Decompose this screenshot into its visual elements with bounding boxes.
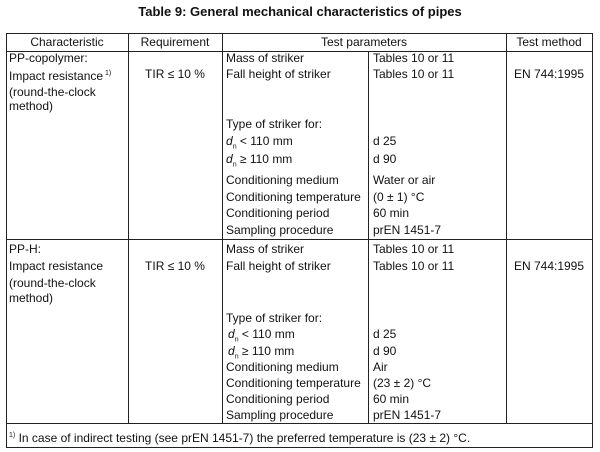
parameter-value: d 25 bbox=[373, 327, 397, 341]
footnote: $^{1)}$ In case of indirect testing (see prEN 1451-7) the preferred temperature is (23 ± 2) °C. bbox=[9, 431, 471, 445]
parameter-value: Water or air bbox=[373, 173, 436, 187]
parameter-value: (23 ± 2) °C bbox=[373, 376, 432, 390]
characteristic-line: PP-H: bbox=[9, 242, 42, 256]
header-test-parameters: Test parameters bbox=[320, 35, 408, 49]
parameter-name: Conditioning temperature bbox=[226, 376, 361, 390]
requirement-value: TIR ≤ 10 % bbox=[145, 67, 205, 81]
parameter-name: Fall height of striker bbox=[226, 259, 331, 273]
column-border bbox=[6, 33, 7, 447]
parameter-name: $d_n < 110$ mm bbox=[226, 134, 293, 151]
parameter-value: Tables 10 or 11 bbox=[373, 51, 455, 65]
header-requirement: Requirement bbox=[140, 35, 210, 49]
parameter-value: Tables 10 or 11 bbox=[373, 259, 455, 273]
test-method: EN 744:1995 bbox=[513, 259, 585, 273]
parameter-value: 60 min bbox=[373, 392, 410, 406]
parameter-name: Fall height of striker bbox=[226, 67, 331, 81]
parameter-name: Conditioning temperature bbox=[226, 190, 361, 204]
header-characteristic: Characteristic bbox=[30, 35, 104, 49]
parameter-value: Air bbox=[373, 360, 388, 374]
parameter-name: Conditioning medium bbox=[226, 360, 339, 374]
parameter-name: Type of striker for: bbox=[226, 117, 323, 131]
characteristic-line: method) bbox=[9, 291, 54, 305]
characteristic-line: Impact resistance bbox=[9, 259, 104, 273]
parameter-name: $d_n \ge 110$ mm bbox=[226, 152, 293, 169]
parameter-value: Tables 10 or 11 bbox=[373, 67, 455, 81]
column-border bbox=[368, 51, 369, 423]
characteristic-line: (round-the-clock bbox=[9, 276, 96, 290]
parameter-value: d 25 bbox=[373, 134, 397, 148]
characteristic-line: (round-the-clock bbox=[9, 85, 96, 99]
parameter-value: prEN 1451-7 bbox=[373, 223, 442, 237]
parameter-value: Tables 10 or 11 bbox=[373, 242, 455, 256]
parameter-value: d 90 bbox=[373, 152, 397, 166]
parameter-name: $d_n < 110$ mm bbox=[228, 327, 295, 344]
footnote-ref: 1) bbox=[103, 70, 112, 77]
parameter-name: Conditioning medium bbox=[226, 173, 339, 187]
characteristic-line: Impact resistance $^{1)}$ bbox=[9, 69, 112, 83]
column-border bbox=[222, 33, 223, 423]
parameter-name: Mass of striker bbox=[226, 242, 305, 256]
table-title: Table 9: General mechanical characteristics of pipes bbox=[138, 4, 462, 19]
parameter-value: prEN 1451-7 bbox=[373, 408, 442, 422]
column-border bbox=[506, 33, 507, 423]
parameter-name: Conditioning period bbox=[226, 206, 330, 220]
parameter-name: Conditioning period bbox=[226, 392, 330, 406]
parameter-name: Sampling procedure bbox=[226, 223, 334, 237]
parameter-value: d 90 bbox=[373, 344, 397, 358]
row-border bbox=[6, 447, 593, 448]
parameter-name: Mass of striker bbox=[226, 51, 305, 65]
characteristic-line: PP-copolymer: bbox=[9, 51, 88, 65]
requirement-value: TIR ≤ 10 % bbox=[145, 259, 205, 273]
header-test-method: Test method bbox=[516, 35, 582, 49]
parameter-value: 60 min bbox=[373, 206, 410, 220]
test-method: EN 744:1995 bbox=[513, 67, 585, 81]
parameter-name: Sampling procedure bbox=[226, 408, 334, 422]
column-border bbox=[592, 33, 593, 447]
characteristic-line: method) bbox=[9, 99, 54, 113]
parameter-value: (0 ± 1) °C bbox=[373, 190, 425, 204]
row-border bbox=[6, 33, 593, 34]
row-border bbox=[6, 423, 593, 424]
row-border bbox=[6, 239, 593, 240]
column-border bbox=[128, 33, 129, 423]
parameter-name: $d_n \ge 110$ mm bbox=[228, 344, 295, 361]
parameter-name: Type of striker for: bbox=[226, 311, 323, 325]
